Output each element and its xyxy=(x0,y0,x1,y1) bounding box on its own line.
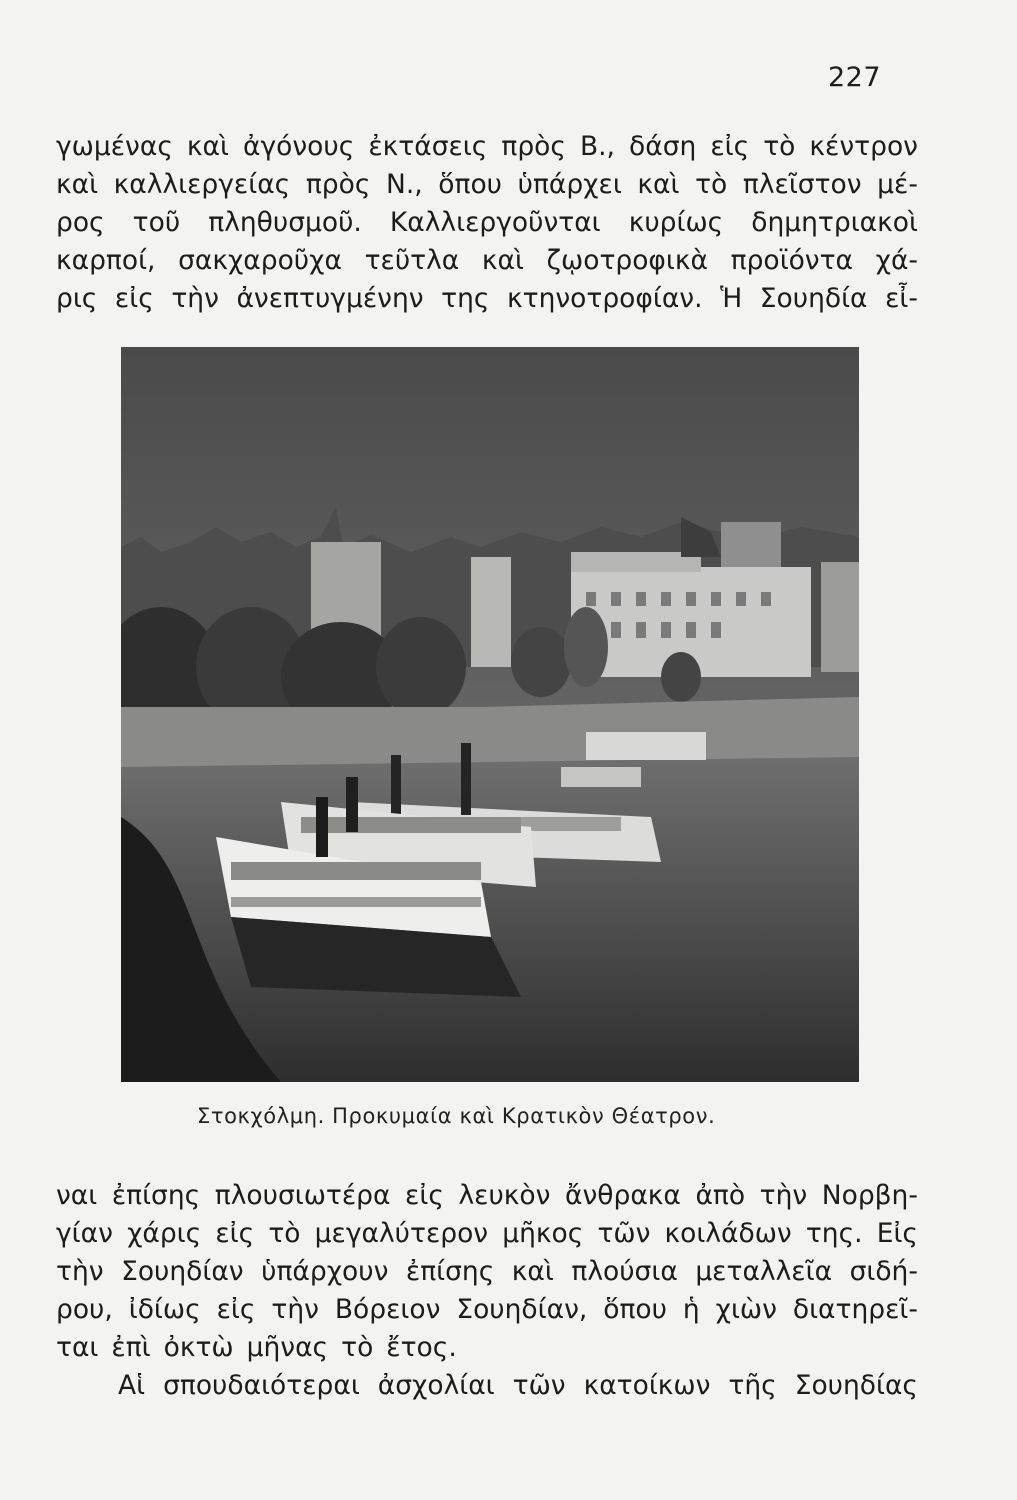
figure-caption: Στοκχόλμη. Προκυμαία καὶ Κρατικὸν Θέατρον. xyxy=(197,1104,716,1128)
text-line: ρος τοῦ πληθυσμοῦ. Καλλιεργοῦνται κυρίως δημητριακοὶ xyxy=(56,207,918,238)
photo-stockholm-quay xyxy=(121,347,859,1082)
text-line: ναι ἐπίσης πλουσιωτέρα εἰς λευκὸν ἄνθρακα ἀπὸ τὴν Νορβη- xyxy=(56,1180,918,1211)
text-line: γίαν χάρις εἰς τὸ μεγαλύτερον μῆκος τῶν κοιλάδων της. Εἰς xyxy=(56,1218,918,1249)
text-line: καὶ καλλιεργείας πρὸς Ν., ὅπου ὑπάρχει καὶ τὸ πλεῖστον μέ- xyxy=(56,169,918,200)
text-line: ται ἐπὶ ὀκτὼ μῆνας τὸ ἔτος. xyxy=(56,1332,457,1363)
paragraph-top xyxy=(56,128,918,318)
page-number: 227 xyxy=(828,62,882,93)
text-line: ρου, ἰδίως εἰς τὴν Βόρειον Σουηδίαν, ὅπου ἡ χιὼν διατηρεῖ- xyxy=(56,1294,918,1325)
text-line: τὴν Σουηδίαν ὑπάρχουν ἐπίσης καὶ πλούσια μεταλλεῖα σιδή- xyxy=(56,1256,918,1287)
text-line: καρποί, σακχαροῦχα τεῦτλα καὶ ζῳοτροφικὰ προϊόντα χά- xyxy=(56,245,918,276)
paragraph-bottom xyxy=(56,1177,918,1405)
text-line: γωμένας καὶ ἀγόνους ἐκτάσεις πρὸς Β., δάση εἰς τὸ κέντρον xyxy=(56,131,918,162)
text-line: Αἱ σπουδαιότεραι ἀσχολίαι τῶν κατοίκων τῆς Σουηδίας xyxy=(118,1370,918,1401)
text-line: ρις εἰς τὴν ἀνεπτυγμένην της κτηνοτροφίαν. Ἡ Σουηδία εἶ- xyxy=(56,283,918,314)
